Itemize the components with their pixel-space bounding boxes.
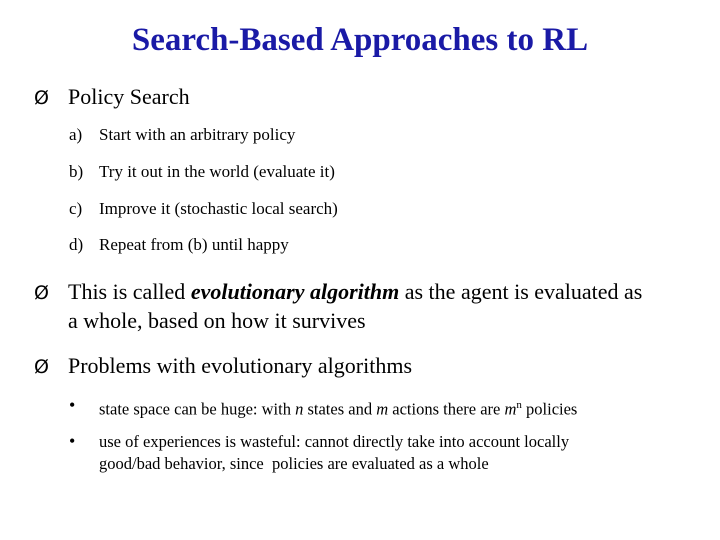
step-text: Try it out in the world (evaluate it) (99, 162, 335, 181)
step-c (69, 198, 338, 220)
step-text: Start with an arbitrary policy (99, 125, 296, 144)
slide-title: Search-Based Approaches to RL (131, 22, 589, 58)
subbullet-experiences-line2: good/bad behavior, since policies are evaluated as a whole (99, 454, 489, 473)
step-b (69, 161, 335, 183)
subbullet-state-space (99, 395, 577, 420)
bullet-policy-search: Policy Search (68, 84, 190, 109)
arrow-bullet-icon: Ø (34, 282, 49, 304)
var-m: m (376, 399, 389, 419)
step-d (69, 234, 289, 256)
text: actions there are (388, 399, 505, 419)
arrow-bullet-icon: Ø (34, 356, 49, 378)
bullet-evolutionary-line1 (68, 278, 642, 306)
step-label: b) (69, 162, 84, 181)
exponent-n: n (516, 399, 522, 411)
dot-bullet-icon: • (69, 395, 76, 415)
bullet-evolutionary-line2: a whole, based on how it survives (68, 308, 366, 333)
step-label: c) (69, 199, 83, 218)
var-m-power: m (504, 399, 517, 419)
dot-bullet-icon: • (69, 431, 76, 451)
step-label: d) (69, 235, 84, 254)
text: policies (521, 399, 578, 419)
step-label: a) (69, 125, 83, 144)
step-a (69, 124, 295, 146)
arrow-bullet-icon: Ø (34, 87, 49, 109)
step-text: Repeat from (b) until happy (99, 235, 289, 254)
bullet-problems: Problems with evolutionary algorithms (68, 353, 413, 378)
emphasis-term: evolutionary algorithm (190, 279, 400, 304)
text: This is called (68, 279, 191, 304)
var-n: n (295, 399, 304, 419)
step-text: Improve it (stochastic local search) (99, 199, 338, 218)
text: as the agent is evaluated as (399, 279, 643, 304)
text: states and (303, 399, 377, 419)
text: state space can be huge: with (99, 399, 296, 419)
subbullet-experiences-line1: use of experiences is wasteful: cannot directly take into account locally (99, 432, 570, 451)
